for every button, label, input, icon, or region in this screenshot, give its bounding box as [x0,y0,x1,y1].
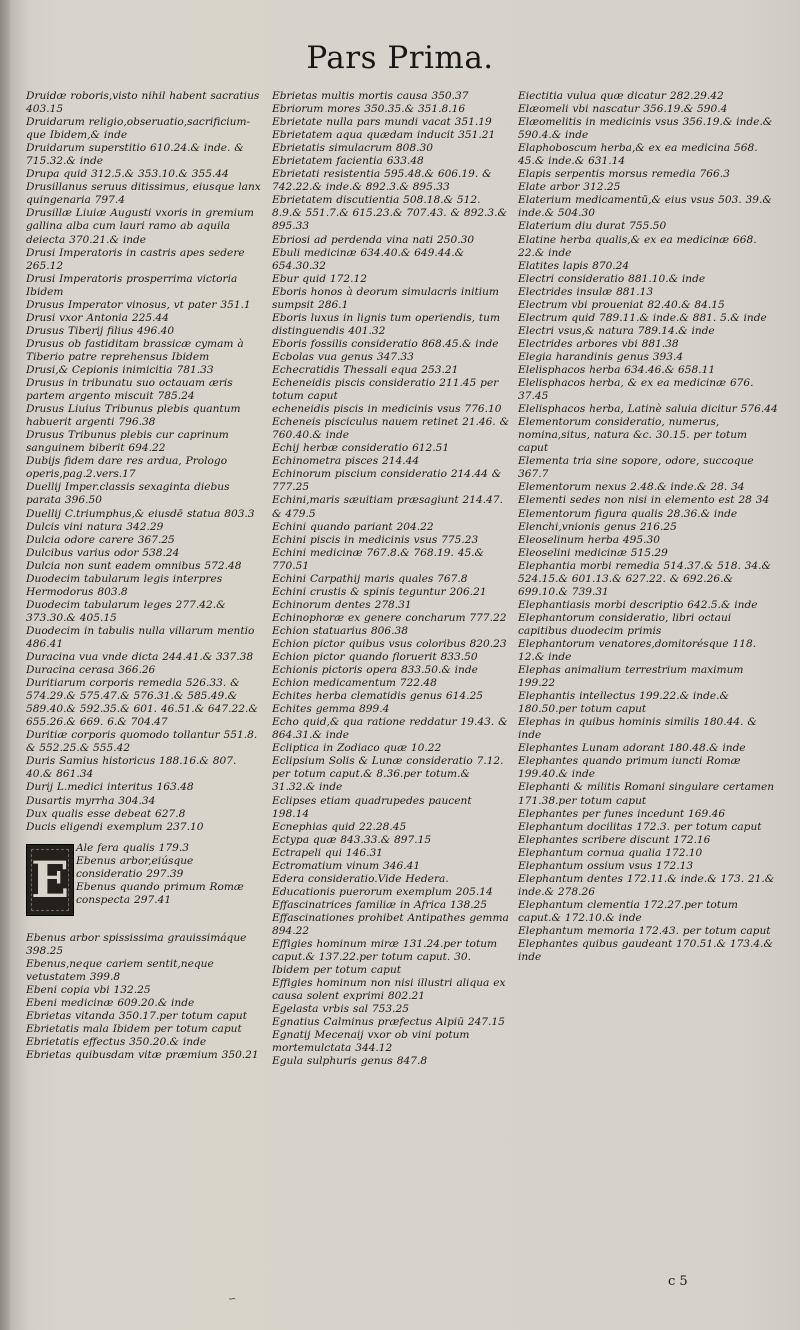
index-entry: Electrides arbores vbi 881.38 [518,337,679,350]
index-entry: Elephantiasis morbi descriptio 642.5.& inde [518,598,758,611]
index-entry: Duellij C.triumphus,& eiusdē statua 803.3 [26,507,255,520]
index-entry: Ale fera qualis 179.3 [76,841,189,854]
index-entry: Echites gemma 899.4 [272,703,390,716]
index-entry: Ebriosi ad perdenda vina nati 250.30 [272,233,475,246]
index-entry: Ducis eligendi exemplum 237.10 [26,820,204,833]
index-entry: Ebrietas vitanda 350.17.per totum caput [26,1009,248,1022]
index-entry: Drusi Imperatoris prosperrima victoria Ibidem [26,272,238,298]
index-entry: Duracina vua vnde dicta 244.41.& 337.38 [26,651,254,664]
index-entry: Elementi sedes non nisi in elemento est 28 34 [518,494,770,507]
index-entry: Elephantes quando primum iuncti Romæ 199.40.& inde [518,755,741,781]
index-entry: Drusus Tiberij filius 496.40 [26,324,175,337]
index-entry: Echites herba clematidis genus 614.25 [272,690,483,703]
index-entry: Ectypa quæ 843.33.& 897.15 [272,833,432,846]
index-entry: Effigies hominum non nisi illustri aliqua ex causa solent exprimi 802.21 [272,977,506,1003]
index-entry: Elelisphacos herba, Latinè saluia dicitur 576.44 [518,403,778,416]
index-entry: Elephantes Lunam adorant 180.48.& inde [518,742,746,755]
index-entry: Drusus in tribunatu suo octauam æris partem argento miscuit 785.24 [26,377,233,403]
page-title: Pars Prima. [306,40,494,76]
index-entry: Ecliptica in Zodiaco quæ 10.22 [272,742,442,755]
index-entry: Ebrietati resistentia 595.48.& 606.19. & 742.22.& inde.& 892.3.& 895.33 [272,168,492,194]
index-entry: Elatine herba qualis,& ex ea medicinæ 668. 22.& inde [518,233,757,259]
index-entry: Educationis puerorum exemplum 205.14 [272,885,493,898]
index-entry: Echini Carpathij maris quales 767.8 [272,572,468,585]
index-entry: Eboris luxus in lignis tum operiendis, tum distinguendis 401.32 [272,311,501,337]
index-entry: Elelisphacos herba 634.46.& 658.11 [518,363,716,376]
index-entry: Duritiarum corporis remedia 526.33. & 574.29.& 575.47.& 576.31.& 585.49.& 589.40.& 592.35.& 601. 46.51.& 647.22.& 655.26.& 669. 6.& 704.47 [26,677,258,729]
index-entry: Elephantum ossium vsus 172.13 [518,859,694,872]
index-entry: Effigies hominum miræ 131.24.per totum caput.& 137.22.per totum caput. 30. Ibidem per totum caput [272,938,498,977]
index-entry: Edera consideratio.Vide Hedera. [272,872,449,885]
index-entry: Duris Samius historicus 188.16.& 807. 40.& 861.34 [26,755,237,781]
index-entry: Echeneidis piscis consideratio 211.45 per totum caput [272,377,499,403]
index-entry: Ebrietas quibusdam vitæ præmium 350.21 [26,1049,259,1062]
index-entry: Ecbolas vua genus 347.33 [272,350,414,363]
index-entry: Eleoselini medicinæ 515.29 [518,546,668,559]
index-entry: Ebrietas multis mortis causa 350.37 [272,90,469,102]
index-entry: Echini crustis & spinis teguntur 206.21 [272,585,487,598]
index-entry: Ebuli medicinæ 634.40.& 649.44.& 654.30.32 [272,246,465,272]
index-entry: Elephantes per funes incedunt 169.46 [518,807,726,820]
index-entry: Echinorum dentes 278.31 [272,598,412,611]
index-entry: Ebrietatem facientia 633.48 [272,155,424,168]
index-entry: Elenchi,vnionis genus 216.25 [518,520,677,533]
index-entry: Effascinatrices familiæ in Africa 138.25 [272,898,488,911]
index-entry: Dulcia odore carere 367.25 [26,533,175,546]
index-entry: Drupa quid 312.5.& 353.10.& 355.44 [26,168,229,181]
index-list-right [518,90,780,964]
index-entry: Echecratidis Thessali equa 253.21 [272,363,459,376]
index-entry: Elephantum dentes 172.11.& inde.& 173. 21.& inde.& 278.26 [518,872,775,898]
book-spine-shadow [0,0,10,1330]
index-entry: Elephantes scribere discunt 172.16 [518,833,711,846]
index-entry: Ebrietatis effectus 350.20.& inde [26,1036,207,1049]
index-entry: Drusus Liuius Tribunus plebis quantum habuerit argenti 796.38 [26,403,241,429]
index-entry: Dusartis myrrha 304.34 [26,794,156,807]
index-entry: Elephantorum consideratio, libri octaui capitibus duodecim primis [518,611,732,637]
index-entry: Echij herbæ consideratio 612.51 [272,442,450,455]
index-entry: Ebrietatis simulacrum 808.30 [272,142,433,155]
index-entry: Ebenus arbor,eiúsque consideratio 297.39 [76,854,194,880]
index-entry: Elementa tria sine sopore, odore, succoque 367.7 [518,455,754,481]
index-entry: Ectrapeli qui 146.31 [272,846,383,859]
index-entry: Drusi Imperatoris in castris apes sedere 265.12 [26,246,245,272]
index-entry: Elephantum memoria 172.43. per totum caput [518,925,771,937]
index-entry: Drusi vxor Antonia 225.44 [26,311,169,324]
index-entry: echeneidis piscis in medicinis vsus 776.10 [272,403,502,416]
index-entry: Electrum quid 789.11.& inde.& 881. 5.& inde [518,311,767,324]
index-list-left-continued [26,932,262,1062]
index-entry: Elatites lapis 870.24 [518,259,630,272]
index-entry: Elephantis intellectus 199.22.& inde.& 180.50.per totum caput [518,690,729,716]
index-entry: Dulcibus varius odor 538.24 [26,546,180,559]
index-entry: Elelisphacos herba, & ex ea medicinæ 676. 37.45 [518,377,754,403]
index-column-left [26,90,262,1062]
index-entry: Elephantum cornua qualia 172.10 [518,846,703,859]
index-entry: Elate arbor 312.25 [518,181,621,194]
index-entry: Elæomelitis in medicinis vsus 356.19.& inde.& 590.4.& inde [518,116,773,142]
index-entry: Elephanti & militis Romani singulare certamen 171.38.per totum caput [518,781,775,807]
ornamental-initial-letter: E [26,844,74,916]
index-entry: Egnatius Calminus præfectus Alpiū 247.15 [272,1016,505,1029]
index-entry: Echion pictor quando floruerit 833.50 [272,651,478,664]
index-entry: Eiectitia vulua quæ dicatur 282.29.42 [518,90,724,102]
index-entry: Elaphoboscum herba,& ex ea medicina 568. 45.& inde.& 631.14 [518,142,758,168]
index-entry: Ebur quid 172.12 [272,272,367,285]
index-entry: Drusus ob fastiditam brassicæ cymam à Tiberio patre reprehensus Ibidem [26,337,244,363]
index-entry: Echinometra pisces 214.44 [272,455,420,468]
index-entry: Ectromatium vinum 346.41 [272,859,421,872]
index-entry: Eclipsium Solis & Lunæ consideratio 7.12. per totum caput.& 8.36.per totum.& 31.32.& inde [272,755,504,794]
index-entry: Ebrietate nulla pars mundi vacat 351.19 [272,116,492,129]
index-entry: Eclipses etiam quadrupedes paucent 198.14 [272,794,472,820]
index-column-right [518,90,780,964]
index-entry: Duellij Imper.classis sexaginta diebus parata 396.50 [26,481,230,507]
index-entry: Echion statuarius 806.38 [272,624,408,637]
index-entry: Elementorum consideratio, numerus, nomina,situs, natura &c. 30.15. per totum caput [518,416,748,455]
index-entry: Drusus Imperator vinosus, vt pater 351.1 [26,298,251,311]
index-entry: Eboris fossilis consideratio 868.45.& inde [272,337,499,350]
index-entry: Dubijs fidem dare res ardua, Prologo operis,pag.2.vers.17 [26,455,228,481]
index-entry: Duodecim tabularum legis interpres Hermodorus 803.8 [26,572,223,598]
signature-mark: c 5 [668,1274,688,1289]
index-entry: Elegia harandinis genus 393.4 [518,350,684,363]
index-entry: Elementorum nexus 2.48.& inde.& 28. 34 [518,481,745,494]
index-entry: Echinophoræ ex genere concharum 777.22 [272,611,507,624]
index-entry: Druidarum superstitio 610.24.& inde. & 715.32.& inde [26,142,244,168]
index-entry: Echini,maris sæuitiam præsagiunt 214.47. & 479.5 [272,494,503,520]
index-entry: Echini medicinæ 767.8.& 768.19. 45.& 770.51 [272,546,484,572]
index-entry: Electri consideratio 881.10.& inde [518,272,706,285]
index-entry: Ebrietatem discutientia 508.18.& 512. 8.9.& 551.7.& 615.23.& 707.43. & 892.3.& 895.33 [272,194,507,233]
index-entry: Echionis pictoris opera 833.50.& inde [272,664,478,677]
index-entry: Elaterium diu durat 755.50 [518,220,667,233]
index-entry: Electrum vbi proueniat 82.40.& 84.15 [518,298,725,311]
index-entry: Ebriorum mores 350.35.& 351.8.16 [272,103,466,116]
index-entry: Echion pictor quibus vsus coloribus 820.23 [272,637,507,650]
index-entry: Echion medicamentum 722.48 [272,677,437,690]
index-entry: Duritiæ corporis quomodo tollantur 551.8. & 552.25.& 555.42 [26,729,258,755]
index-entry: Egelasta vrbis sal 753.25 [272,1003,409,1016]
index-entry: Echini quando pariant 204.22 [272,520,434,533]
index-entry: Elapis serpentis morsus remedia 766.3 [518,168,730,181]
index-entry: Egula sulphuris genus 847.8 [272,1055,428,1068]
index-column-middle [272,90,512,1069]
index-entry: Elephas animalium terrestrium maximum 199.22 [518,664,744,690]
footer-ornament: ∽ [228,1294,237,1305]
index-entry: Ebrietatis mala Ibidem per totum caput [26,1023,242,1035]
index-entry: Duodecim tabularum leges 277.42.& 373.30.& 405.15 [26,598,226,624]
section-e-header [26,842,262,932]
index-entry: Elephantum docilitas 172.3. per totum caput [518,820,762,833]
index-entry: Ebrietatem aqua quædam inducit 351.21 [272,129,496,142]
index-entry: Elephantes quibus gaudeant 170.51.& 173.4.& inde [518,938,773,964]
index-entry: Elephantorum venatores,domitorésque 118. 12.& inde [518,637,757,664]
index-entry: Elephantum clementia 172.27.per totum caput.& 172.10.& inde [518,898,738,924]
index-entry: Duodecim in tabulis nulla villarum mentio 486.41 [26,624,255,650]
index-entry: Electri vsus,& natura 789.14.& inde [518,324,715,337]
index-entry: Druidæ roboris,visto nihil habent sacratius 403.15 [26,90,260,116]
index-entry: Effascinationes prohibet Antipathes gemma 894.22 [272,911,509,937]
index-list-middle [272,90,512,1069]
index-entry: Eboris honos à deorum simulacris initium sumpsit 286.1 [272,285,499,311]
index-entry: Duracina cerasa 366.26 [26,664,156,677]
index-entry: Drusillanus seruus ditissimus, eiusque lanx quingenaria 797.4 [26,181,261,207]
index-entry: Ebeni copia vbi 132.25 [26,983,151,996]
index-entry: Drusus Tribunus plebis cur caprinum sanguinem biberit 694.22 [26,429,229,455]
index-entry: Druidarum religio,obseruatio,sacrificium-que Ibidem,& inde [26,116,251,142]
index-entry: Elaterium medicamentū,& eius vsus 503. 39.& inde.& 504.30 [518,194,772,220]
index-entry: Dulcia non sunt eadem omnibus 572.48 [26,559,242,572]
index-entry: Durij L.medici interitus 163.48 [26,781,194,794]
index-entry: Echeneis pisciculus nauem retinet 21.46. & 760.40.& inde [272,416,510,442]
index-entry: Echinorum piscium consideratio 214.44 & 777.25 [272,468,502,494]
index-entry: Echo quid,& qua ratione reddatur 19.43. & 864.31.& inde [272,716,508,742]
index-entry: Drusillæ Liuiæ Augusti vxoris in gremium gallina alba cum lauri ramo ab aquila deiecta 370.21.& inde [26,207,254,246]
index-entry: Egnatij Mecenaij vxor ob vini potum mortemulctata 344.12 [272,1029,470,1055]
index-entry: Elephas in quibus hominis similis 180.44. & inde [518,716,757,742]
index-entry: Ecnephias quid 22.28.45 [272,820,407,833]
index-entry: Eleoselinum herba 495.30 [518,533,660,546]
index-entry: Elæomeli vbi nascatur 356.19.& 590.4 [518,103,728,116]
index-entry: Ebenus,neque cariem sentit,neque vetustatem 399.8 [26,957,214,983]
index-list-left [26,90,262,834]
index-entry: Ebeni medicinæ 609.20.& inde [26,996,195,1009]
index-entry: Ebenus quando primum Romæ conspecta 297.41 [76,880,244,906]
index-entry: Drusi,& Cepionis inimicitia 781.33 [26,363,214,376]
index-entry: Elephantia morbi remedia 514.37.& 518. 34.& 524.15.& 601.13.& 627.22. & 692.26.& 699.10.& 739.31 [518,559,771,598]
index-entry: Dux qualis esse debeat 627.8 [26,807,186,820]
index-entry: Ebenus arbor spississima grauissimáque 398.25 [26,931,247,957]
section-e-first-entries [76,842,262,907]
index-entry: Electrides insulæ 881.13 [518,285,654,298]
index-entry: Dulcis vini natura 342.29 [26,520,164,533]
index-entry: Elementorum figura qualis 28.36.& inde [518,507,738,520]
index-entry: Echini piscis in medicinis vsus 775.23 [272,533,479,546]
